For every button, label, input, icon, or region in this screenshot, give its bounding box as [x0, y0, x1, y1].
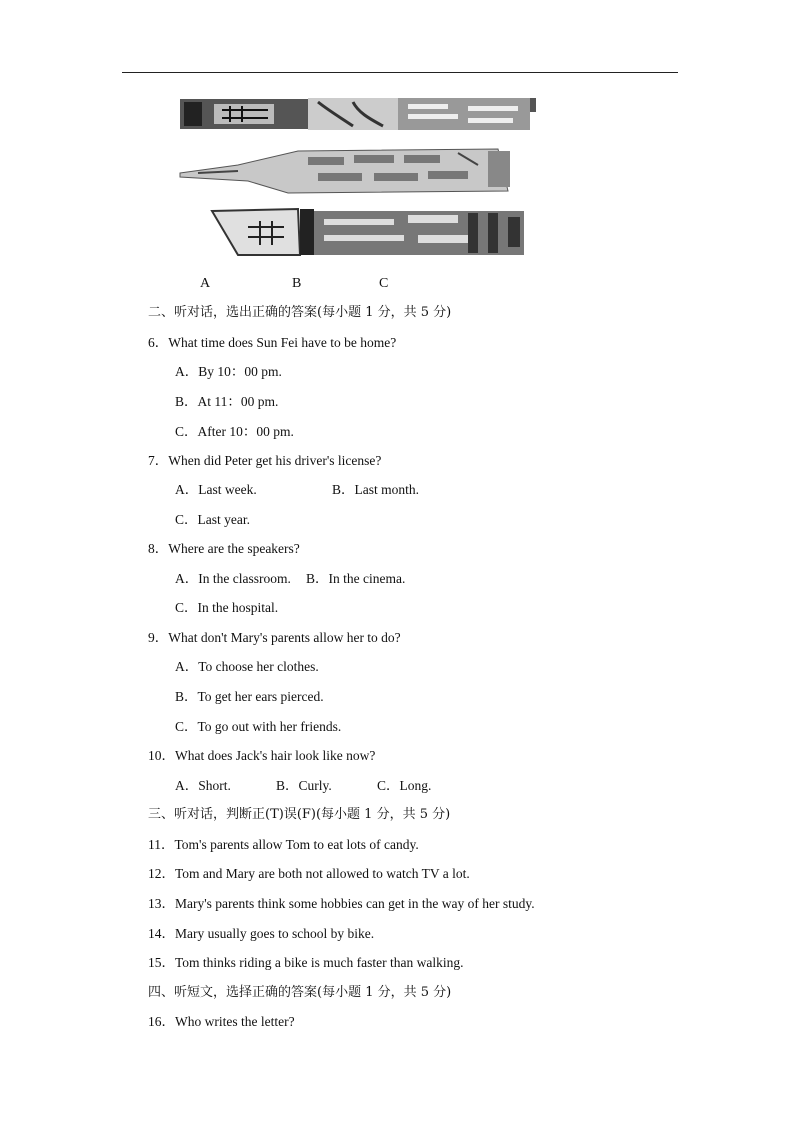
q7-option-c: C．Last year.	[175, 512, 250, 527]
q6-option-b: B．At 11：00 pm.	[175, 394, 279, 409]
question-9: 9．What don't Mary's parents allow her to do?	[148, 630, 401, 645]
question-16: 16．Who writes the letter?	[148, 1014, 295, 1029]
q6-option-a: A．By 10：00 pm.	[175, 364, 282, 379]
q8-option-b: B．In the cinema.	[306, 571, 406, 586]
statement-13: 13．Mary's parents think some hobbies can get in the way of her study.	[148, 896, 535, 911]
q8-option-a: A．In the classroom.	[175, 571, 291, 586]
picture-label-c: C	[379, 276, 389, 291]
q9-option-a: A．To choose her clothes.	[175, 659, 319, 674]
question-6: 6．What time does Sun Fei have to be home?	[148, 335, 397, 350]
section-3-heading: 三、听对话，判断正(T)误(F)(每小题 1 分，共 5 分)	[148, 807, 451, 822]
picture-b	[178, 145, 518, 197]
statement-12: 12．Tom and Mary are both not allowed to watch TV a lot.	[148, 866, 470, 881]
picture-a	[178, 96, 538, 132]
header-rule	[122, 72, 678, 73]
question-7: 7．When did Peter get his driver's license?	[148, 453, 382, 468]
statement-14: 14．Mary usually goes to school by bike.	[148, 926, 375, 941]
question-10: 10．What does Jack's hair look like now?	[148, 748, 376, 763]
statement-11: 11．Tom's parents allow Tom to eat lots of candy.	[148, 837, 419, 852]
statement-15: 15．Tom thinks riding a bike is much faster than walking.	[148, 955, 464, 970]
q10-option-b: B．Curly.	[276, 778, 332, 793]
q8-option-c: C．In the hospital.	[175, 600, 279, 615]
picture-label-b: B	[292, 276, 302, 291]
q6-option-c: C．After 10：00 pm.	[175, 424, 294, 439]
q10-option-a: A．Short.	[175, 778, 231, 793]
picture-c	[208, 205, 528, 261]
section-4-heading: 四、听短文，选择正确的答案(每小题 1 分，共 5 分)	[148, 985, 452, 1000]
q10-option-c: C．Long.	[377, 778, 432, 793]
picture-label-a: A	[200, 276, 211, 291]
question-8: 8．Where are the speakers?	[148, 541, 300, 556]
q9-option-b: B．To get her ears pierced.	[175, 689, 324, 704]
q9-option-c: C．To go out with her friends.	[175, 719, 342, 734]
q7-option-a: A．Last week.	[175, 482, 257, 497]
section-2-heading: 二、听对话，选出正确的答案(每小题 1 分，共 5 分)	[148, 305, 452, 320]
q7-option-b: B．Last month.	[332, 482, 419, 497]
